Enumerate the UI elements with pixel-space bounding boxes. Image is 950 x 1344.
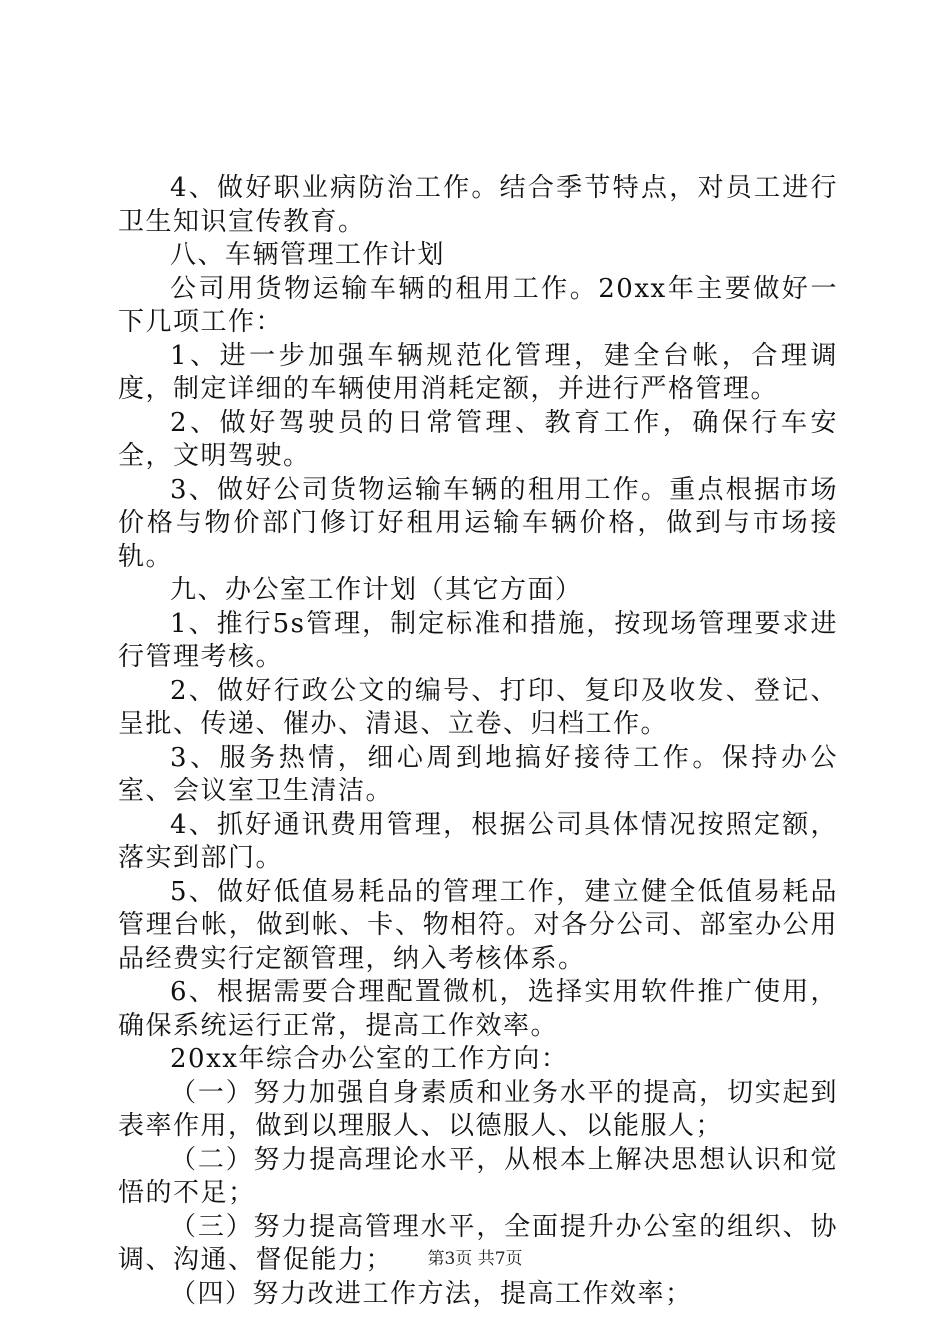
paragraph-direction-3: （三）努力提高管理水平，全面提升办公室的组织、协调、沟通、督促能力；	[118, 1211, 838, 1275]
paragraph-office-item-5: 5、做好低值易耗品的管理工作，建立健全低值易耗品管理台帐，做到帐、卡、物相符。对各分公司、部室办公用品经费实行定额管理，纳入考核体系。	[118, 876, 838, 974]
paragraph-direction-4: （四）努力改进工作方法，提高工作效率；	[170, 1278, 693, 1309]
paragraph-office-item-6: 6、根据需要合理配置微机，选择实用软件推广使用，确保系统运行正常，提高工作效率。	[118, 977, 838, 1041]
paragraph-vehicle-item-1: 1、进一步加强车辆规范化管理，建全台帐，合理调度，制定详细的车辆使用消耗定额，并进行严格管理。	[118, 340, 838, 404]
paragraph-office-item-4: 4、抓好通讯费用管理，根据公司具体情况按照定额，落实到部门。	[118, 809, 838, 873]
paragraph-direction-1: （一）努力加强自身素质和业务水平的提高，切实起到表率作用，做到以理服人、以德服人、以能服人；	[118, 1077, 838, 1141]
page-footer: 第3页 共7页	[427, 1249, 523, 1269]
section-heading-office-plan: 九、办公室工作计划（其它方面）	[170, 575, 583, 605]
paragraph-occupational-health: 4、做好职业病防治工作。结合季节特点，对员工进行卫生知识宣传教育。	[118, 173, 838, 237]
document-body	[118, 172, 838, 1311]
paragraph-work-direction-intro: 20xx年综合办公室的工作方向：	[170, 1044, 569, 1074]
paragraph-vehicle-item-3: 3、做好公司货物运输车辆的租用工作。重点根据市场价格与物价部门修订好租用运输车辆价格，做到与市场接轨。	[118, 474, 838, 572]
paragraph-direction-2: （二）努力提高理论水平，从根本上解决思想认识和觉悟的不足；	[118, 1144, 838, 1208]
paragraph-vehicle-intro: 公司用货物运输车辆的租用工作。20xx年主要做好一下几项工作：	[118, 273, 838, 337]
paragraph-office-item-1: 1、推行5s管理，制定标准和措施，按现场管理要求进行管理考核。	[118, 608, 838, 672]
section-heading-vehicle-management: 八、车辆管理工作计划	[170, 240, 446, 270]
paragraph-vehicle-item-2: 2、做好驾驶员的日常管理、教育工作，确保行车安全，文明驾驶。	[118, 407, 838, 471]
paragraph-office-item-3: 3、服务热情，细心周到地搞好接待工作。保持办公室、会议室卫生清洁。	[118, 742, 838, 806]
paragraph-office-item-2: 2、做好行政公文的编号、打印、复印及收发、登记、呈批、传递、催办、清退、立卷、归档工作。	[118, 675, 838, 739]
